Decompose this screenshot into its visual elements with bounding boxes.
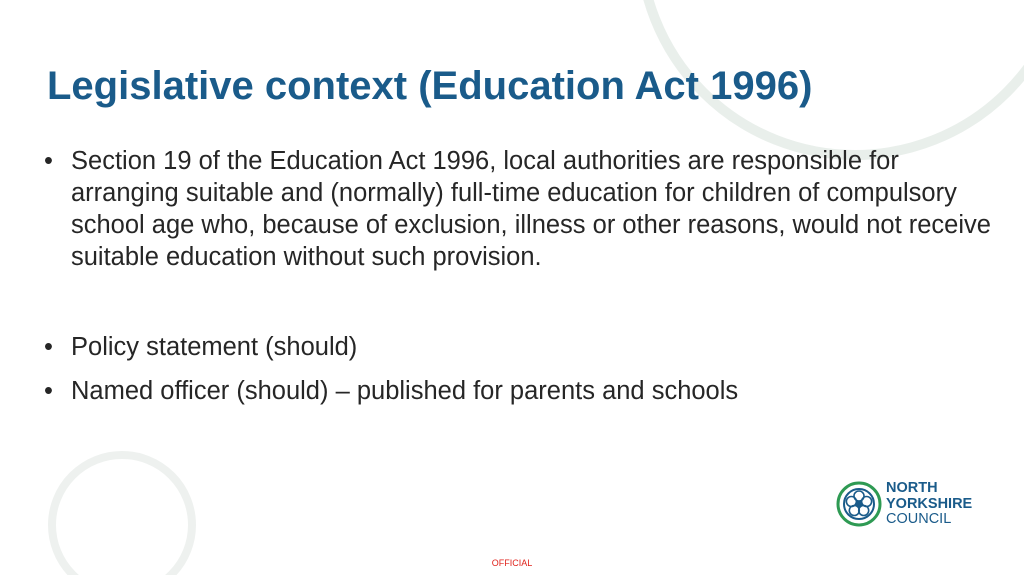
north-yorkshire-council-logo [835, 478, 980, 530]
bullet-section-19: • Section 19 of the Education Act 1996, local authorities are responsible for arranging suitable and (normally) full-time education for children of compulsory school age who, because of exclusion, illness or other reasons, would not receive suitable education without such provision. [44, 145, 1004, 273]
security-classification-label: OFFICIAL [491, 558, 533, 568]
logo-wordmark [886, 481, 972, 528]
logo-line-north: NORTH [886, 480, 938, 496]
logo-line-yorkshire: YORKSHIRE [886, 495, 973, 512]
bullet-policy-statement: • Policy statement (should) [44, 331, 1004, 363]
rose-emblem-icon [835, 478, 887, 530]
decorative-ring-bottom-left [52, 455, 192, 575]
bullet-named-officer: • Named officer (should) – published for parents and schools [44, 375, 1004, 407]
slide-title: Legislative context (Education Act 1996) [47, 64, 813, 108]
bullet-list [44, 145, 1004, 407]
logo-line-council: COUNCIL [886, 511, 952, 527]
